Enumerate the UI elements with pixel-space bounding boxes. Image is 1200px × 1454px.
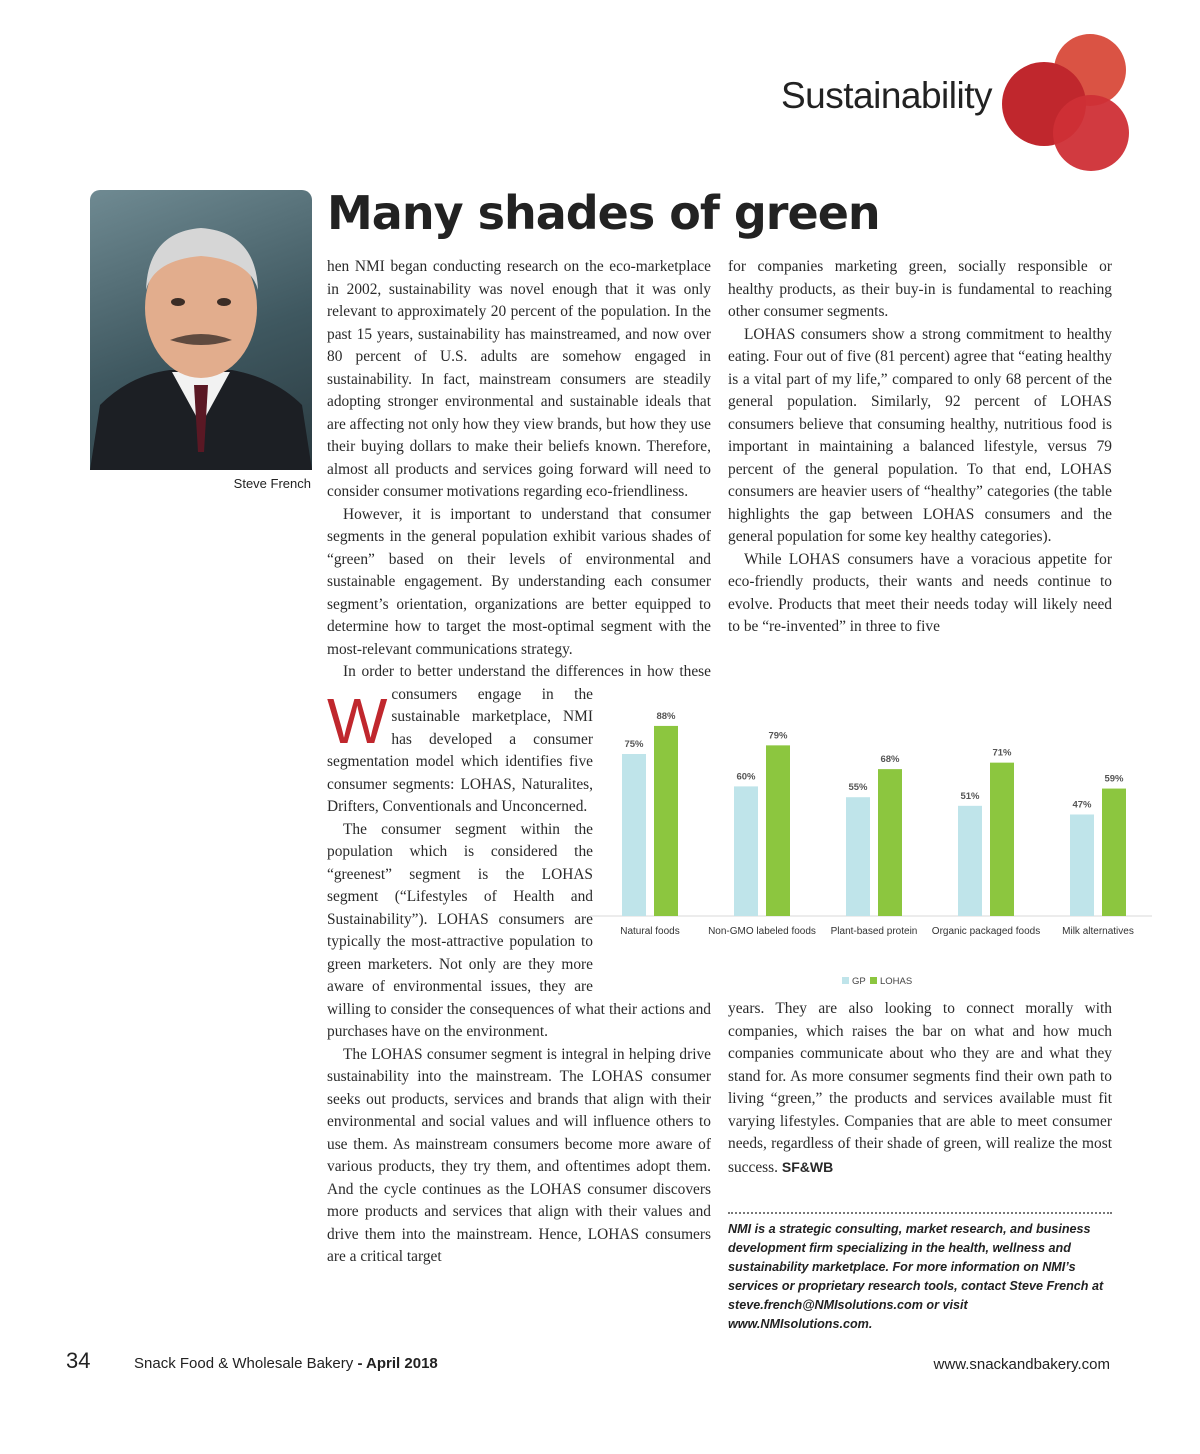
circle-bottom (1053, 95, 1129, 171)
data-label-lohas-0: 88% (656, 710, 676, 722)
data-label-gp-1: 60% (736, 771, 756, 783)
paragraph-7: LOHAS consumers show a strong commitment to healthy eating. Four out of five (81 percent) agree that “eating healthy is a vital part of my life,” compared to only 68 percent of the general population. Similarly, 92 percent of LOHAS consumers believe that consuming healthy, nutritious food is important in maintaining a balanced lifestyle, versus 79 percent of the general population. To that end, LOHAS consumers are heavier users of “healthy” categories (the table highlights the gap between LOHAS consumers and the general population for some key healthy categories). (728, 325, 1112, 545)
author-note: NMI is a strategic consulting, market research, and business development firm specializing in the health, wellness and sustainability marketplace. For more information on NMI’s services or proprietary research tools, contact Steve French at steve.french@NMIsolutions.com or visit www.NMIsolutions.com. (728, 1222, 1104, 1331)
paragraph-4: The consumer segment within the population which is considered the “greenest” segment is the LOHAS segment (“Lifestyles of Health and Sustainability”). LOHAS consumers are typically the most-attractive population to green marketers. Not only are they more aware of environmental issues, they are willing to consider the consequences of what their actions and purchases have on the environment. (327, 820, 711, 1040)
drop-cap: W (327, 685, 388, 757)
paragraph-1: W hen NMI began conducting research on the eco-marketplace in 2002, sustainability was novel enough that it was only relevant to approximately 20 percent of the population. In the past 15 years, sustainability has mainstreamed, and now over 80 percent of U.S. adults are somehow engaged in sustainability. In fact, mainstream consumers are steadily adopting stronger environmental and sustainable ideals that are affecting not only how they view brands, but how they use their buying dollars to make their beliefs known. Therefore, almost all products and services going forward will need to consider consumer motivations regarding eco-friendliness. (327, 258, 711, 757)
decorative-circles (995, 32, 1135, 182)
publication-name: Snack Food & Wholesale Bakery (134, 1355, 354, 1372)
website-link[interactable]: www.snackandbakery.com (933, 1356, 1110, 1373)
bar-lohas-1 (766, 745, 790, 916)
photo-caption: Steve French (233, 476, 311, 491)
legend-swatch-lohas (870, 977, 877, 984)
bar-lohas-0 (654, 726, 678, 916)
paragraph-8: While LOHAS consumers have a voracious appetite for eco-friendly products, their wants and needs continue to evolve. Products that meet their needs today will likely need to be “re-invented” in three to five (728, 550, 1112, 635)
bar-gp-0 (622, 754, 646, 916)
paragraph-3: In order to better understand the differences in how these consumers engage in the sustainable marketplace, NMI has developed a consumer segmentation model which identifies five consumer segments: LOHAS, Naturalites, Drifters, Conventionals and Unconcerned. (327, 663, 711, 815)
article-column-right-top (728, 256, 1112, 639)
category-label-3: Organic packaged foods (931, 926, 1041, 937)
issue-date: - April 2018 (353, 1355, 438, 1372)
signoff: SF&WB (781, 1158, 834, 1175)
bar-lohas-3 (990, 763, 1014, 916)
data-label-gp-3: 51% (960, 790, 980, 802)
category-label-0: Natural foods (620, 926, 680, 937)
data-label-gp-4: 47% (1072, 799, 1092, 811)
data-label-gp-2: 55% (848, 782, 868, 794)
data-label-gp-0: 75% (624, 739, 644, 750)
data-label-lohas-2: 68% (880, 754, 900, 766)
category-usage-chart (590, 700, 1160, 1000)
article-headline: Many shades of green (327, 186, 880, 240)
paragraph-9: years. They are also looking to connect morally with companies, which raises the bar on what and how much companies communicate about who they are and what they stand for. As more consumer segments find their own path to living “green,” the products and services available must fit varying lifestyles. Companies that are able to meet consumer needs, regardless of their shade of green, will realize the most success. SF&WB (728, 1000, 1112, 1176)
paragraph-2: However, it is important to understand that consumer segments in the general population exhibit various shades of “green” based on their levels of environmental and sustainable engagement. By understanding each consumer segment’s orientation, organizations are better equipped to determine how to target the most-optimal segment with the most-relevant communications strategy. (327, 505, 711, 658)
bar-gp-3 (958, 806, 982, 916)
author-photo (90, 190, 312, 470)
legend-swatch-gp (842, 977, 849, 984)
section-title: Sustainability (780, 75, 992, 116)
legend-label-lohas: LOHAS (880, 976, 913, 987)
category-label-1: Non-GMO labeled foods (708, 926, 816, 937)
paragraph-5: The LOHAS consumer segment is integral in helping drive sustainability into the mainstream. The LOHAS consumer seeks out products, services and brands that align with their environmental and social values and will influence others to use them. As mainstream consumers become more aware of various products, they try them, and oftentimes adopt them. And the cycle continues as the LOHAS consumer discovers more products and services that align with their values and drive them into the mainstream. Hence, LOHAS consumers are a critical target (327, 1045, 711, 1265)
legend-label-gp: GP (852, 976, 866, 987)
page-number: 34 (66, 1348, 91, 1373)
data-label-lohas-4: 59% (1104, 773, 1124, 785)
bar-lohas-2 (878, 769, 902, 916)
article-column-right-bottom (728, 998, 1112, 1179)
publication-line (134, 1355, 438, 1372)
data-label-lohas-3: 71% (992, 747, 1012, 759)
data-label-lohas-1: 79% (768, 730, 788, 742)
paragraph-6: for companies marketing green, socially responsible or healthy products, as their buy-in is fundamental to reaching other consumer segments. (728, 258, 1112, 320)
portrait-illustration (90, 190, 312, 470)
bar-gp-2 (846, 797, 870, 916)
bar-gp-4 (1070, 814, 1094, 916)
bar-gp-1 (734, 786, 758, 916)
note-divider (728, 1212, 1112, 1214)
category-label-4: Milk alternatives (1062, 926, 1134, 937)
category-label-2: Plant-based protein (830, 926, 918, 937)
bar-lohas-4 (1102, 789, 1126, 916)
